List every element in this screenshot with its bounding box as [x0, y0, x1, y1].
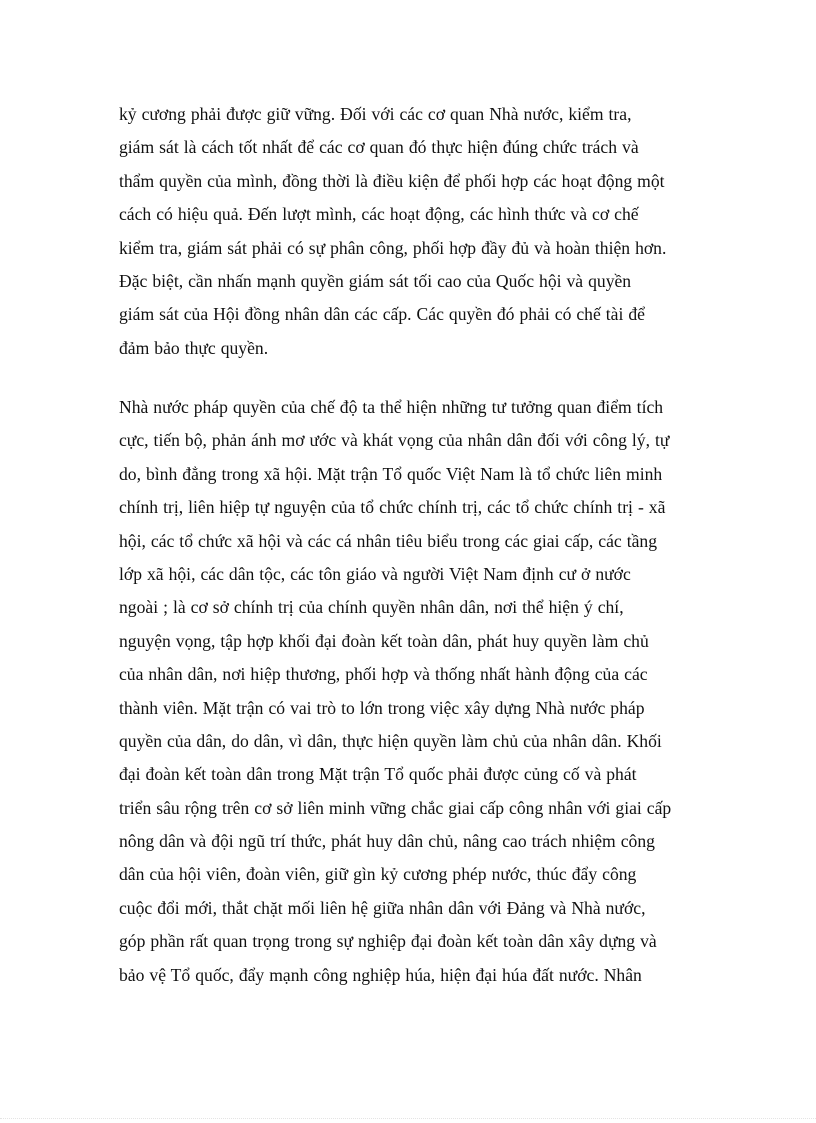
- text-line: Nhà nước pháp quyền của chế độ ta thể hiện những tư tưởng quan điểm tích: [119, 397, 664, 417]
- text-line: dân của hội viên, đoàn viên, giữ gìn kỷ cương phép nước, thúc đẩy công: [119, 864, 637, 885]
- paragraph-1: [119, 98, 701, 365]
- text-line: góp phần rất quan trọng trong sự nghiệp đại đoàn kết toàn dân xây dựng và: [119, 931, 657, 952]
- text-line: thành viên. Mặt trận có vai trò to lớn trong việc xây dựng Nhà nước pháp: [119, 697, 645, 718]
- text-line: triển sâu rộng trên cơ sở liên minh vững chắc giai cấp công nhân với giai cấp: [119, 797, 672, 818]
- text-line: do, bình đẳng trong xã hội. Mặt trận Tổ quốc Việt Nam là tổ chức liên minh: [119, 463, 663, 484]
- text-line: cực, tiến bộ, phản ánh mơ ước và khát vọng của nhân dân đối với công lý, tự: [119, 430, 670, 451]
- paragraph-2: [119, 391, 701, 992]
- text-line: của nhân dân, nơi hiệp thương, phối hợp và thống nhất hành động của các: [119, 664, 648, 685]
- text-line: bảo vệ Tổ quốc, đẩy mạnh công nghiệp húa, hiện đại húa đất nước. Nhân: [119, 964, 642, 985]
- text-line: cuộc đổi mới, thắt chặt mối liên hệ giữa nhân dân với Đảng và Nhà nước,: [119, 897, 646, 918]
- text-line: nguyện vọng, tập hợp khối đại đoàn kết toàn dân, phát huy quyền làm chủ: [119, 630, 649, 651]
- text-line: chính trị, liên hiệp tự nguyện của tổ chức chính trị, các tổ chức chính trị - xã: [119, 497, 666, 518]
- text-line: Đặc biệt, cần nhấn mạnh quyền giám sát tối cao của Quốc hội và quyền: [119, 270, 632, 291]
- text-line: giám sát của Hội đồng nhân dân các cấp. Các quyền đó phải có chế tài để: [119, 304, 645, 325]
- text-line: lớp xã hội, các dân tộc, các tôn giáo và người Việt Nam định cư ở nước: [119, 563, 631, 584]
- text-line: thẩm quyền của mình, đồng thời là điều kiện để phối hợp các hoạt động một: [119, 170, 665, 191]
- text-line: quyền của dân, do dân, vì dân, thực hiện quyền làm chủ của nhân dân. Khối: [119, 730, 662, 751]
- text-line: hội, các tổ chức xã hội và các cá nhân tiêu biểu trong các giai cấp, các tầng: [119, 530, 658, 551]
- text-line: kỷ cương phải được giữ vững. Đối với các cơ quan Nhà nước, kiểm tra,: [119, 104, 632, 124]
- text-line: nông dân và đội ngũ trí thức, phát huy dân chủ, nâng cao trách nhiệm công: [119, 831, 655, 852]
- text-line: đại đoàn kết toàn dân trong Mặt trận Tổ quốc phải được củng cố và phát: [119, 764, 637, 785]
- text-line: đảm bảo thực quyền.: [119, 337, 269, 358]
- text-line: ngoài ; là cơ sở chính trị của chính quyền nhân dân, nơi thể hiện ý chí,: [119, 597, 624, 618]
- text-line: cách có hiệu quả. Đến lượt mình, các hoạt động, các hình thức và cơ chế: [119, 204, 639, 225]
- page-bottom-divider: [0, 1118, 816, 1119]
- text-line: giám sát là cách tốt nhất để các cơ quan đó thực hiện đúng chức trách và: [119, 137, 639, 158]
- text-line: kiểm tra, giám sát phải có sự phân công, phối hợp đầy đủ và hoàn thiện hơn.: [119, 237, 667, 258]
